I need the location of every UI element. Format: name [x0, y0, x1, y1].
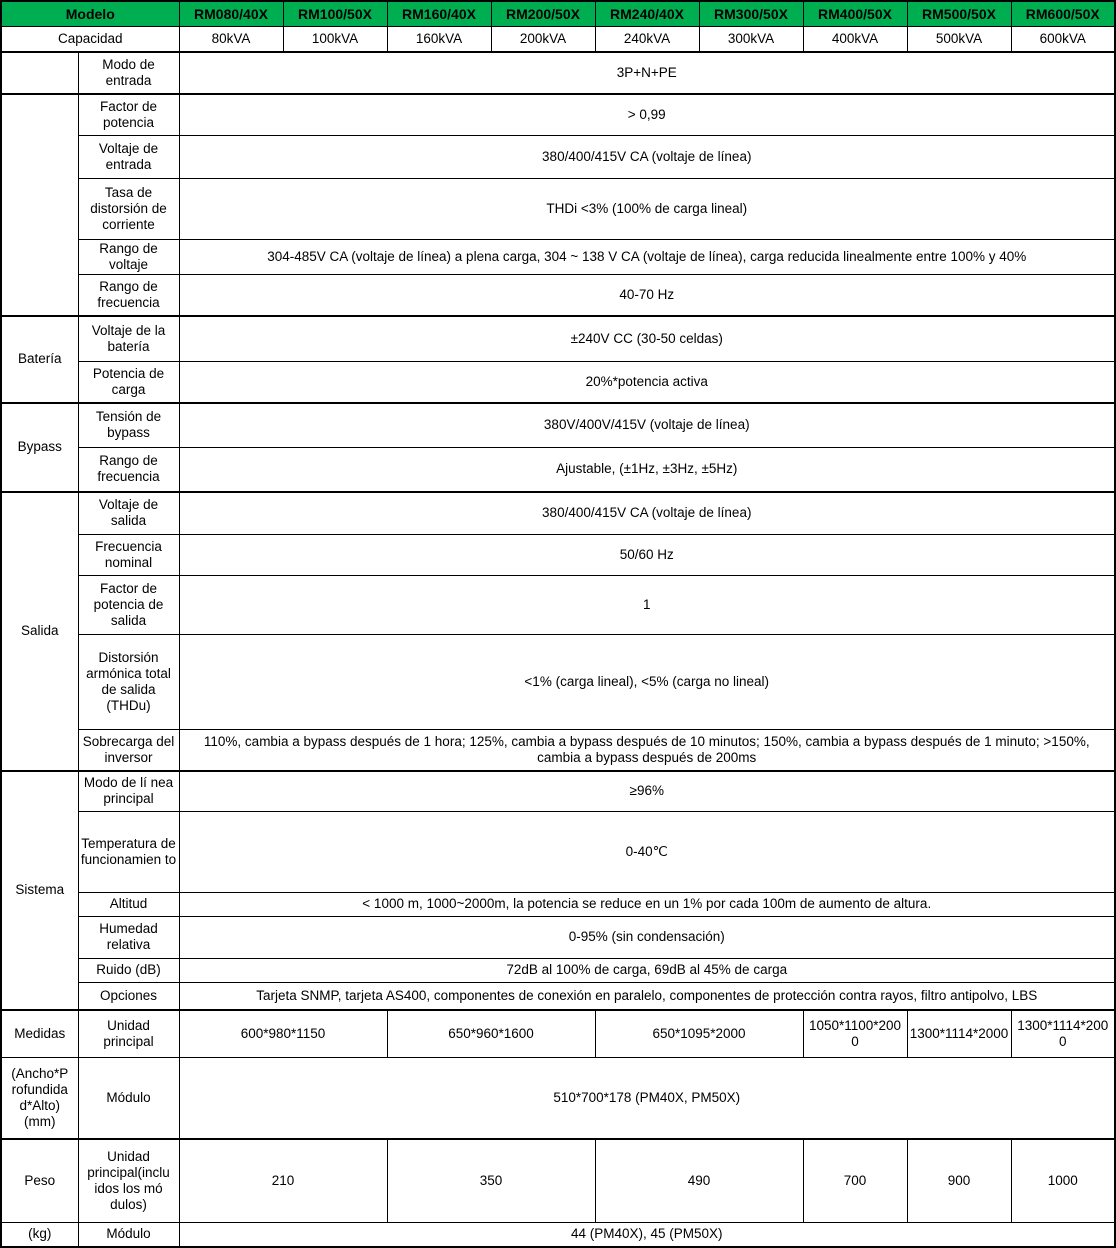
row-voltaje-de-salida — [1, 492, 1115, 535]
value-tasa-de-distorsion-de-corriente: THDi <3% (100% de carga lineal) — [179, 179, 1115, 240]
value-rango-de-voltaje: 304-485V CA (voltaje de línea) a plena carga, 304 ~ 138 V CA (voltaje de línea), carga reducida linealmente entre 100% y 40% — [179, 240, 1115, 275]
header-model-5: RM300/50X — [699, 1, 803, 27]
param-humedad-relativa: Humedad relativa — [78, 916, 179, 958]
row-altitud — [1, 892, 1115, 916]
group-label-medidas-units: (Ancho*P rofundida d*Alto) (mm) — [1, 1057, 78, 1139]
capacity-value-5: 300kVA — [699, 27, 803, 53]
header-model-1: RM100/50X — [283, 1, 387, 27]
param-peso-unidad-principal: Unidad principal(inclu idos los mó dulos) — [78, 1139, 179, 1223]
capacity-value-6: 400kVA — [803, 27, 907, 53]
row-modo-de-linea-principal — [1, 771, 1115, 812]
param-rango-de-voltaje: Rango de voltaje — [78, 240, 179, 275]
header-model-7: RM500/50X — [907, 1, 1011, 27]
value-peso-unidad-principal-3: 700 — [803, 1139, 907, 1223]
group-label-sistema: Sistema — [1, 771, 78, 1010]
value-factor-de-potencia: > 0,99 — [179, 94, 1115, 136]
header-capacity-label: Capacidad — [1, 27, 179, 53]
table-header-row-capacity — [1, 27, 1115, 53]
capacity-value-3: 200kVA — [491, 27, 595, 53]
value-frecuencia-nominal: 50/60 Hz — [179, 534, 1115, 575]
value-peso-unidad-principal-4: 900 — [907, 1139, 1011, 1223]
param-rango-de-frecuencia-entrada: Rango de frecuencia — [78, 274, 179, 316]
value-altitud: < 1000 m, 1000~2000m, la potencia se reduce en un 1% por cada 100m de aumento de altura. — [179, 892, 1115, 916]
group-label-bateria: Batería — [1, 316, 78, 403]
row-ruido — [1, 958, 1115, 982]
value-peso-unidad-principal-1: 350 — [387, 1139, 595, 1223]
group-label-entrada — [1, 94, 78, 316]
param-factor-de-potencia: Factor de potencia — [78, 94, 179, 136]
capacity-value-4: 240kVA — [595, 27, 699, 53]
header-model-6: RM400/50X — [803, 1, 907, 27]
row-factor-de-potencia — [1, 94, 1115, 136]
value-peso-unidad-principal-2: 490 — [595, 1139, 803, 1223]
value-sobrecarga-del-inversor: 110%, cambia a bypass después de 1 hora; 125%, cambia a bypass después de 10 minutos; 150%, cambia a bypass después de 1 minuto; >150%, cambia a bypass después de 200ms — [179, 729, 1115, 771]
value-medidas-unidad-principal-1: 650*960*1600 — [387, 1010, 595, 1058]
row-voltaje-de-la-bateria — [1, 316, 1115, 362]
param-rango-de-frecuencia-bypass: Rango de frecuencia — [78, 447, 179, 492]
value-rango-de-frecuencia-entrada: 40-70 Hz — [179, 274, 1115, 316]
header-model-8: RM600/50X — [1011, 1, 1115, 27]
value-peso-unidad-principal-0: 210 — [179, 1139, 387, 1223]
param-tension-de-bypass: Tensión de bypass — [78, 403, 179, 448]
value-humedad-relativa: 0-95% (sin condensación) — [179, 916, 1115, 958]
param-voltaje-de-salida: Voltaje de salida — [78, 492, 179, 535]
param-distorsion-armonica-total-de-salida: Distorsión armónica total de salida (THDu) — [78, 634, 179, 729]
param-ruido: Ruido (dB) — [78, 958, 179, 982]
capacity-value-1: 100kVA — [283, 27, 387, 53]
capacity-value-2: 160kVA — [387, 27, 491, 53]
param-voltaje-de-entrada: Voltaje de entrada — [78, 136, 179, 179]
row-peso-modulo — [1, 1222, 1115, 1247]
value-voltaje-de-salida: 380/400/415V CA (voltaje de línea) — [179, 492, 1115, 535]
header-model-3: RM200/50X — [491, 1, 595, 27]
param-tasa-de-distorsion-de-corriente: Tasa de distorsión de corriente — [78, 179, 179, 240]
capacity-value-0: 80kVA — [179, 27, 283, 53]
value-ruido: 72dB al 100% de carga, 69dB al 45% de carga — [179, 958, 1115, 982]
param-temperatura-de-funcionamiento: Temperatura de funcionamien to — [78, 811, 179, 892]
row-temperatura-de-funcionamiento — [1, 811, 1115, 892]
row-medidas-modulo — [1, 1057, 1115, 1139]
value-modo-de-entrada: 3P+N+PE — [179, 52, 1115, 94]
param-medidas-unidad-principal: Unidad principal — [78, 1010, 179, 1058]
row-opciones — [1, 982, 1115, 1010]
param-modo-de-entrada: Modo de entrada — [78, 52, 179, 94]
table-header-row-model — [1, 1, 1115, 27]
header-model-0: RM080/40X — [179, 1, 283, 27]
value-peso-unidad-principal-5: 1000 — [1011, 1139, 1115, 1223]
group-label-peso-units: (kg) — [1, 1222, 78, 1247]
param-peso-modulo: Módulo — [78, 1222, 179, 1247]
value-tension-de-bypass: 380V/400V/415V (voltaje de línea) — [179, 403, 1115, 448]
value-modo-de-linea-principal: ≥96% — [179, 771, 1115, 812]
row-modo-de-entrada — [1, 52, 1115, 94]
value-medidas-unidad-principal-5: 1300*1114*2000 — [1011, 1010, 1115, 1058]
value-medidas-unidad-principal-2: 650*1095*2000 — [595, 1010, 803, 1058]
row-tasa-de-distorsion — [1, 179, 1115, 240]
row-humedad-relativa — [1, 916, 1115, 958]
row-peso-unidad-principal — [1, 1139, 1115, 1223]
value-peso-modulo: 44 (PM40X), 45 (PM50X) — [179, 1222, 1115, 1247]
row-tension-de-bypass — [1, 403, 1115, 448]
capacity-value-8: 600kVA — [1011, 27, 1115, 53]
row-distorsion-armonica-total — [1, 634, 1115, 729]
group-label-medidas: Medidas — [1, 1010, 78, 1058]
value-medidas-unidad-principal-3: 1050*1100*2000 — [803, 1010, 907, 1058]
param-frecuencia-nominal: Frecuencia nominal — [78, 534, 179, 575]
group-label-bypass: Bypass — [1, 403, 78, 492]
row-rango-de-frecuencia-bypass — [1, 447, 1115, 492]
param-medidas-modulo: Módulo — [78, 1057, 179, 1139]
header-model-4: RM240/40X — [595, 1, 699, 27]
value-medidas-unidad-principal-0: 600*980*1150 — [179, 1010, 387, 1058]
value-rango-de-frecuencia-bypass: Ajustable, (±1Hz, ±3Hz, ±5Hz) — [179, 447, 1115, 492]
value-medidas-unidad-principal-4: 1300*1114*2000 — [907, 1010, 1011, 1058]
group-label-peso: Peso — [1, 1139, 78, 1223]
value-opciones: Tarjeta SNMP, tarjeta AS400, componentes de conexión en paralelo, componentes de protección contra rayos, filtro antipolvo, LBS — [179, 982, 1115, 1010]
capacity-value-7: 500kVA — [907, 27, 1011, 53]
param-voltaje-de-la-bateria: Voltaje de la batería — [78, 316, 179, 362]
row-voltaje-de-entrada — [1, 136, 1115, 179]
row-rango-de-voltaje — [1, 240, 1115, 275]
param-factor-de-potencia-de-salida: Factor de potencia de salida — [78, 575, 179, 634]
header-model-label: Modelo — [1, 1, 179, 27]
value-potencia-de-carga: 20%*potencia activa — [179, 361, 1115, 403]
param-potencia-de-carga: Potencia de carga — [78, 361, 179, 403]
row-frecuencia-nominal — [1, 534, 1115, 575]
group-label-salida: Salida — [1, 492, 78, 771]
row-medidas-unidad-principal — [1, 1010, 1115, 1058]
row-potencia-de-carga — [1, 361, 1115, 403]
row-sobrecarga-del-inversor — [1, 729, 1115, 771]
value-factor-de-potencia-de-salida: 1 — [179, 575, 1115, 634]
value-temperatura-de-funcionamiento: 0-40℃ — [179, 811, 1115, 892]
row-rango-de-frecuencia-entrada — [1, 274, 1115, 316]
param-sobrecarga-del-inversor: Sobrecarga del inversor — [78, 729, 179, 771]
value-distorsion-armonica-total-de-salida: <1% (carga lineal), <5% (carga no lineal) — [179, 634, 1115, 729]
header-model-2: RM160/40X — [387, 1, 491, 27]
value-medidas-modulo: 510*700*178 (PM40X, PM50X) — [179, 1057, 1115, 1139]
value-voltaje-de-entrada: 380/400/415V CA (voltaje de línea) — [179, 136, 1115, 179]
group-label-entrada-modo — [1, 52, 78, 94]
param-modo-de-linea-principal: Modo de lí nea principal — [78, 771, 179, 812]
row-factor-de-potencia-de-salida — [1, 575, 1115, 634]
value-voltaje-de-la-bateria: ±240V CC (30-50 celdas) — [179, 316, 1115, 362]
param-altitud: Altitud — [78, 892, 179, 916]
param-opciones: Opciones — [78, 982, 179, 1010]
